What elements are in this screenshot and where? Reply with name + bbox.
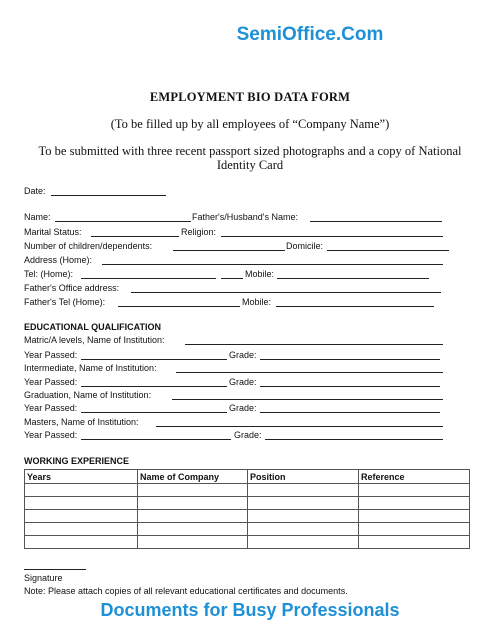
intermediate-year-label: Year Passed: <box>24 377 78 387</box>
table-cell[interactable] <box>25 510 138 523</box>
table-cell[interactable] <box>138 484 248 497</box>
mobile-field[interactable] <box>277 269 429 279</box>
name-label: Name: <box>24 212 51 222</box>
father-husband-name-field[interactable] <box>310 212 442 222</box>
religion-field[interactable] <box>221 227 443 237</box>
matric-grade-label: Grade: <box>229 350 257 360</box>
masters-grade-field[interactable] <box>265 430 443 440</box>
intermediate-year-field[interactable] <box>81 377 227 387</box>
table-row <box>25 536 470 549</box>
masters-grade-label: Grade: <box>234 430 262 440</box>
form-instruction: To be submitted with three recent passport sized photographs and a copy of National Identity Card <box>38 144 462 172</box>
tel-home-field[interactable] <box>81 269 216 279</box>
table-cell[interactable] <box>359 523 470 536</box>
tel-home-label: Tel: (Home): <box>24 269 74 279</box>
graduation-label: Graduation, Name of Institution: <box>24 390 152 400</box>
table-header-row <box>25 470 470 484</box>
children-field[interactable] <box>173 241 285 251</box>
address-home-field[interactable] <box>102 255 443 265</box>
table-cell[interactable] <box>248 484 359 497</box>
table-cell[interactable] <box>25 536 138 549</box>
intermediate-grade-field[interactable] <box>260 377 440 387</box>
intermediate-institution-field[interactable] <box>176 363 443 373</box>
education-heading: EDUCATIONAL QUALIFICATION <box>24 322 161 332</box>
matric-label: Matric/A levels, Name of Institution: <box>24 335 165 345</box>
father-office-address-label: Father's Office address: <box>24 283 120 293</box>
table-row <box>25 484 470 497</box>
signature-label: Signature <box>24 573 63 583</box>
table-cell[interactable] <box>248 523 359 536</box>
graduation-grade-field[interactable] <box>260 403 440 413</box>
father-mobile-label: Mobile: <box>242 297 272 307</box>
table-cell[interactable] <box>248 497 359 510</box>
table-cell[interactable] <box>359 484 470 497</box>
table-cell[interactable] <box>25 523 138 536</box>
date-field[interactable] <box>51 186 166 196</box>
religion-label: Religion: <box>181 227 217 237</box>
name-field[interactable] <box>55 212 191 222</box>
table-row <box>25 510 470 523</box>
column-header: Position <box>248 470 359 484</box>
father-tel-home-label: Father's Tel (Home): <box>24 297 106 307</box>
father-husband-name-label: Father's/Husband's Name: <box>192 212 298 222</box>
table-cell[interactable] <box>359 510 470 523</box>
marital-status-field[interactable] <box>91 227 179 237</box>
tel-home-extra-field[interactable] <box>221 269 243 279</box>
brand-tagline: Documents for Busy Professionals <box>100 600 400 620</box>
marital-status-label: Marital Status: <box>24 227 82 237</box>
matric-grade-field[interactable] <box>260 350 440 360</box>
father-office-address-field[interactable] <box>131 283 441 293</box>
table-cell[interactable] <box>248 510 359 523</box>
masters-institution-field[interactable] <box>156 417 443 427</box>
matric-year-field[interactable] <box>81 350 227 360</box>
table-cell[interactable] <box>359 536 470 549</box>
brand-header: SemiOffice.Com <box>236 24 384 45</box>
domicile-field[interactable] <box>327 241 449 251</box>
graduation-year-field[interactable] <box>81 403 227 413</box>
table-row <box>25 497 470 510</box>
matric-institution-field[interactable] <box>185 335 443 345</box>
table-cell[interactable] <box>248 536 359 549</box>
intermediate-label: Intermediate, Name of Institution: <box>24 363 157 373</box>
form-title: EMPLOYMENT BIO DATA FORM <box>149 90 351 104</box>
table-cell[interactable] <box>138 536 248 549</box>
note-text: Note: Please attach copies of all relevant educational certificates and documents. <box>24 586 348 596</box>
graduation-institution-field[interactable] <box>172 390 443 400</box>
column-header: Reference <box>359 470 470 484</box>
intermediate-grade-label: Grade: <box>229 377 257 387</box>
column-header: Name of Company <box>138 470 248 484</box>
signature-line[interactable] <box>24 560 86 570</box>
form-subtitle: (To be filled up by all employees of “Company Name”) <box>110 117 390 131</box>
table-cell[interactable] <box>138 497 248 510</box>
table-cell[interactable] <box>25 484 138 497</box>
masters-label: Masters, Name of Institution: <box>24 417 139 427</box>
children-label: Number of children/dependents: <box>24 241 153 251</box>
table-cell[interactable] <box>138 523 248 536</box>
mobile-label: Mobile: <box>245 269 275 279</box>
table-cell[interactable] <box>138 510 248 523</box>
masters-year-field[interactable] <box>81 430 231 440</box>
date-label: Date: <box>24 186 46 196</box>
graduation-grade-label: Grade: <box>229 403 257 413</box>
matric-year-label: Year Passed: <box>24 350 78 360</box>
father-mobile-field[interactable] <box>276 297 434 307</box>
column-header: Years <box>25 470 138 484</box>
table-cell[interactable] <box>25 497 138 510</box>
address-home-label: Address (Home): <box>24 255 93 265</box>
experience-heading: WORKING EXPERIENCE <box>24 456 130 466</box>
father-tel-home-field[interactable] <box>118 297 240 307</box>
masters-year-label: Year Passed: <box>24 430 78 440</box>
graduation-year-label: Year Passed: <box>24 403 78 413</box>
experience-table <box>24 469 470 549</box>
table-cell[interactable] <box>359 497 470 510</box>
table-row <box>25 523 470 536</box>
domicile-label: Domicile: <box>286 241 324 251</box>
